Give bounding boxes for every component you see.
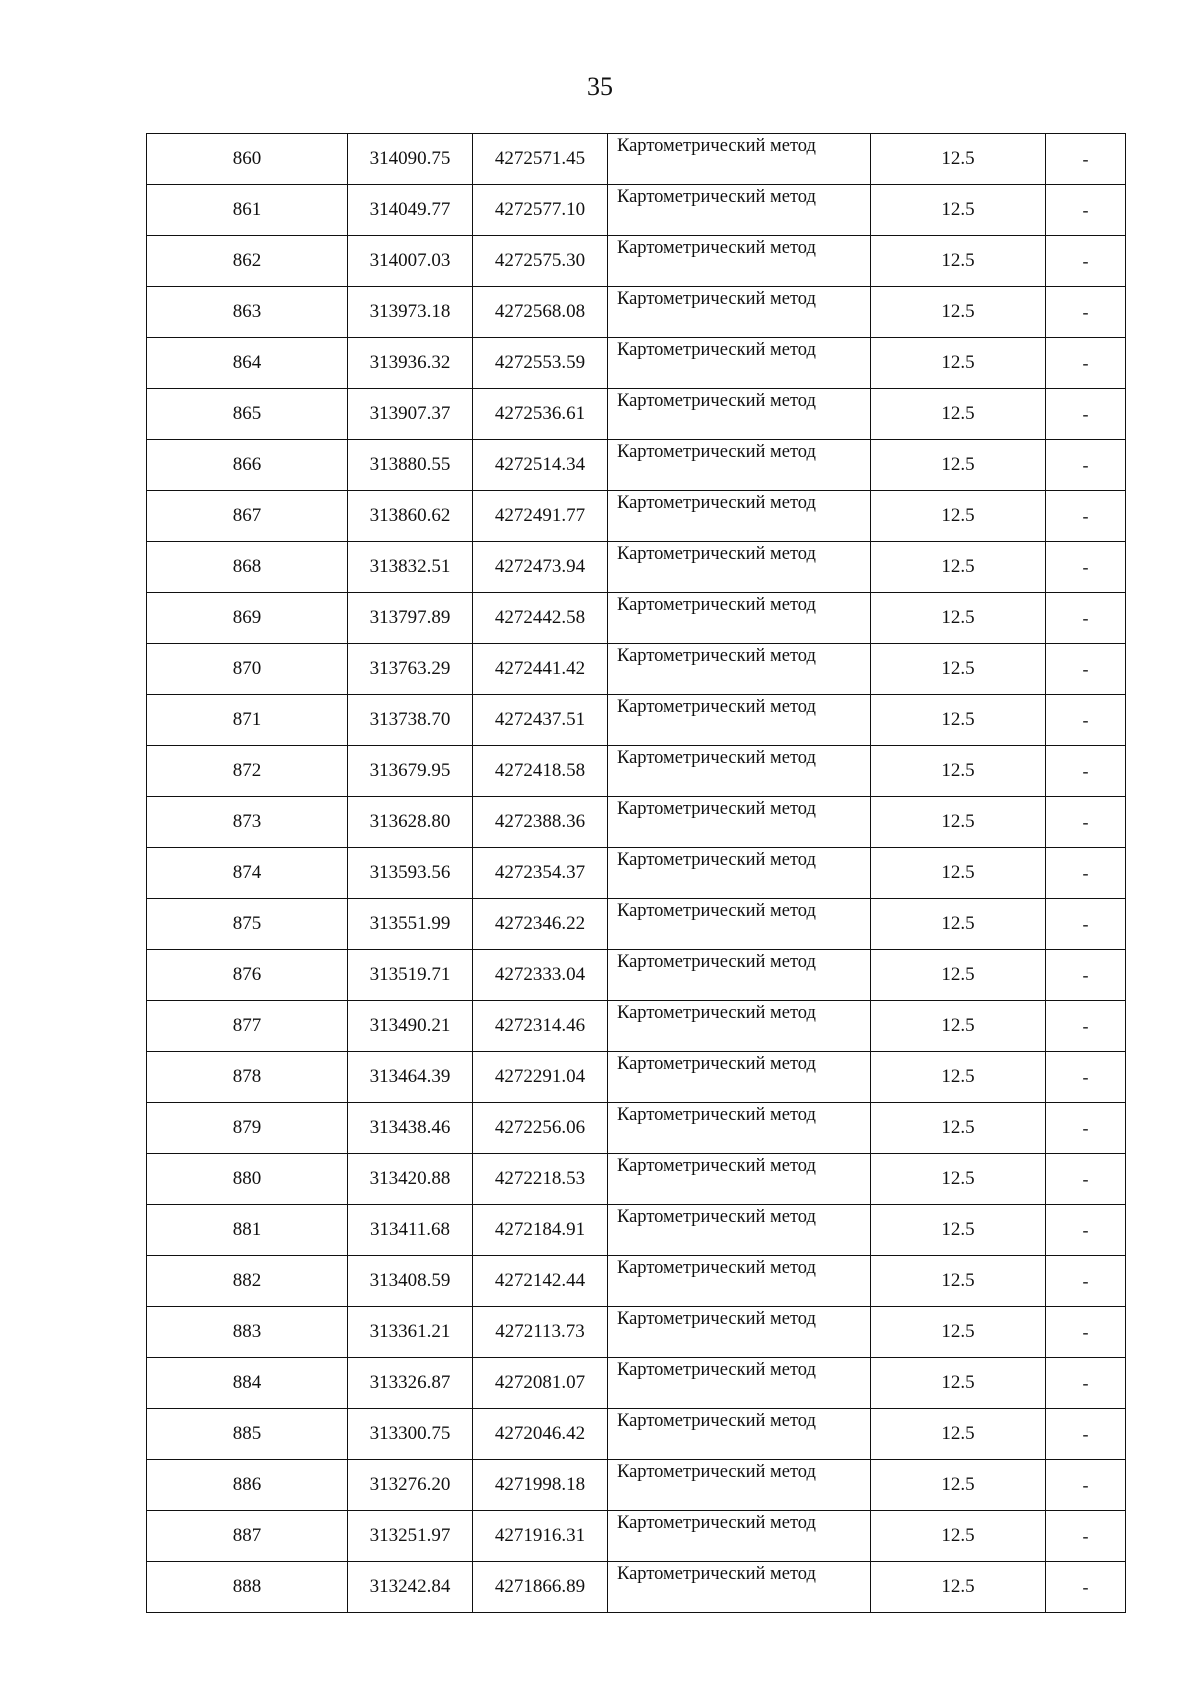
x-coordinate-cell: 313551.99 [348, 899, 473, 950]
x-coordinate-cell: 313242.84 [348, 1562, 473, 1613]
method-cell: Картометрический метод [608, 644, 871, 695]
x-coordinate-cell: 313880.55 [348, 440, 473, 491]
method-cell: Картометрический метод [608, 185, 871, 236]
x-coordinate-cell: 313763.29 [348, 644, 473, 695]
point-number-cell: 877 [147, 1001, 348, 1052]
point-number-cell: 870 [147, 644, 348, 695]
x-coordinate-cell: 314007.03 [348, 236, 473, 287]
table-row [147, 1205, 1126, 1256]
note-cell: - [1046, 1307, 1126, 1358]
method-cell: Картометрический метод [608, 1103, 871, 1154]
accuracy-cell: 12.5 [871, 1307, 1046, 1358]
accuracy-cell: 12.5 [871, 593, 1046, 644]
point-number-cell: 864 [147, 338, 348, 389]
x-coordinate-cell: 313936.32 [348, 338, 473, 389]
point-number-cell: 885 [147, 1409, 348, 1460]
y-coordinate-cell: 4272441.42 [473, 644, 608, 695]
note-cell: - [1046, 593, 1126, 644]
y-coordinate-cell: 4272568.08 [473, 287, 608, 338]
x-coordinate-cell: 313490.21 [348, 1001, 473, 1052]
note-cell: - [1046, 185, 1126, 236]
point-number-cell: 861 [147, 185, 348, 236]
method-cell: Картометрический метод [608, 134, 871, 185]
method-cell: Картометрический метод [608, 1562, 871, 1613]
x-coordinate-cell: 313251.97 [348, 1511, 473, 1562]
accuracy-cell: 12.5 [871, 1052, 1046, 1103]
note-cell: - [1046, 542, 1126, 593]
point-number-cell: 881 [147, 1205, 348, 1256]
accuracy-cell: 12.5 [871, 440, 1046, 491]
method-cell: Картометрический метод [608, 1358, 871, 1409]
method-cell: Картометрический метод [608, 1511, 871, 1562]
method-cell: Картометрический метод [608, 695, 871, 746]
coordinates-table-body [147, 134, 1126, 1613]
x-coordinate-cell: 313438.46 [348, 1103, 473, 1154]
x-coordinate-cell: 313276.20 [348, 1460, 473, 1511]
accuracy-cell: 12.5 [871, 1358, 1046, 1409]
accuracy-cell: 12.5 [871, 287, 1046, 338]
method-cell: Картометрический метод [608, 1256, 871, 1307]
method-cell: Картометрический метод [608, 1307, 871, 1358]
method-cell: Картометрический метод [608, 899, 871, 950]
note-cell: - [1046, 491, 1126, 542]
x-coordinate-cell: 313408.59 [348, 1256, 473, 1307]
y-coordinate-cell: 4272575.30 [473, 236, 608, 287]
x-coordinate-cell: 314090.75 [348, 134, 473, 185]
y-coordinate-cell: 4272571.45 [473, 134, 608, 185]
y-coordinate-cell: 4272113.73 [473, 1307, 608, 1358]
accuracy-cell: 12.5 [871, 1409, 1046, 1460]
y-coordinate-cell: 4272536.61 [473, 389, 608, 440]
point-number-cell: 871 [147, 695, 348, 746]
table-row [147, 542, 1126, 593]
table-row [147, 338, 1126, 389]
accuracy-cell: 12.5 [871, 1154, 1046, 1205]
accuracy-cell: 12.5 [871, 950, 1046, 1001]
table-row [147, 236, 1126, 287]
page-number: 35 [587, 72, 613, 101]
y-coordinate-cell: 4272046.42 [473, 1409, 608, 1460]
y-coordinate-cell: 4272354.37 [473, 848, 608, 899]
x-coordinate-cell: 313420.88 [348, 1154, 473, 1205]
method-cell: Картометрический метод [608, 593, 871, 644]
accuracy-cell: 12.5 [871, 644, 1046, 695]
point-number-cell: 868 [147, 542, 348, 593]
method-cell: Картометрический метод [608, 1460, 871, 1511]
note-cell: - [1046, 1052, 1126, 1103]
y-coordinate-cell: 4272256.06 [473, 1103, 608, 1154]
note-cell: - [1046, 1460, 1126, 1511]
point-number-cell: 872 [147, 746, 348, 797]
accuracy-cell: 12.5 [871, 134, 1046, 185]
accuracy-cell: 12.5 [871, 491, 1046, 542]
point-number-cell: 863 [147, 287, 348, 338]
note-cell: - [1046, 1409, 1126, 1460]
table-row [147, 1256, 1126, 1307]
table-row [147, 1511, 1126, 1562]
y-coordinate-cell: 4272514.34 [473, 440, 608, 491]
note-cell: - [1046, 899, 1126, 950]
note-cell: - [1046, 440, 1126, 491]
accuracy-cell: 12.5 [871, 1103, 1046, 1154]
y-coordinate-cell: 4271866.89 [473, 1562, 608, 1613]
note-cell: - [1046, 1154, 1126, 1205]
method-cell: Картометрический метод [608, 950, 871, 1001]
method-cell: Картометрический метод [608, 491, 871, 542]
method-cell: Картометрический метод [608, 1154, 871, 1205]
y-coordinate-cell: 4272437.51 [473, 695, 608, 746]
accuracy-cell: 12.5 [871, 1001, 1046, 1052]
accuracy-cell: 12.5 [871, 695, 1046, 746]
table-row [147, 1052, 1126, 1103]
point-number-cell: 876 [147, 950, 348, 1001]
x-coordinate-cell: 313326.87 [348, 1358, 473, 1409]
accuracy-cell: 12.5 [871, 1511, 1046, 1562]
accuracy-cell: 12.5 [871, 185, 1046, 236]
note-cell: - [1046, 1205, 1126, 1256]
x-coordinate-cell: 313679.95 [348, 746, 473, 797]
y-coordinate-cell: 4271998.18 [473, 1460, 608, 1511]
note-cell: - [1046, 1511, 1126, 1562]
x-coordinate-cell: 313832.51 [348, 542, 473, 593]
method-cell: Картометрический метод [608, 236, 871, 287]
coordinates-table [146, 133, 1126, 1613]
table-row [147, 185, 1126, 236]
y-coordinate-cell: 4272142.44 [473, 1256, 608, 1307]
note-cell: - [1046, 797, 1126, 848]
note-cell: - [1046, 338, 1126, 389]
accuracy-cell: 12.5 [871, 746, 1046, 797]
point-number-cell: 883 [147, 1307, 348, 1358]
note-cell: - [1046, 1103, 1126, 1154]
method-cell: Картометрический метод [608, 1409, 871, 1460]
method-cell: Картометрический метод [608, 1001, 871, 1052]
point-number-cell: 878 [147, 1052, 348, 1103]
table-row [147, 695, 1126, 746]
table-row [147, 1358, 1126, 1409]
method-cell: Картометрический метод [608, 542, 871, 593]
point-number-cell: 880 [147, 1154, 348, 1205]
x-coordinate-cell: 313628.80 [348, 797, 473, 848]
table-row [147, 593, 1126, 644]
note-cell: - [1046, 134, 1126, 185]
point-number-cell: 884 [147, 1358, 348, 1409]
x-coordinate-cell: 313738.70 [348, 695, 473, 746]
x-coordinate-cell: 313797.89 [348, 593, 473, 644]
x-coordinate-cell: 313361.21 [348, 1307, 473, 1358]
method-cell: Картометрический метод [608, 746, 871, 797]
x-coordinate-cell: 313593.56 [348, 848, 473, 899]
note-cell: - [1046, 389, 1126, 440]
table-row [147, 848, 1126, 899]
table-row [147, 389, 1126, 440]
note-cell: - [1046, 1001, 1126, 1052]
accuracy-cell: 12.5 [871, 899, 1046, 950]
note-cell: - [1046, 1256, 1126, 1307]
table-row [147, 1001, 1126, 1052]
y-coordinate-cell: 4272333.04 [473, 950, 608, 1001]
point-number-cell: 869 [147, 593, 348, 644]
point-number-cell: 874 [147, 848, 348, 899]
note-cell: - [1046, 746, 1126, 797]
accuracy-cell: 12.5 [871, 1460, 1046, 1511]
note-cell: - [1046, 950, 1126, 1001]
point-number-cell: 882 [147, 1256, 348, 1307]
table-row [147, 491, 1126, 542]
method-cell: Картометрический метод [608, 1205, 871, 1256]
y-coordinate-cell: 4272388.36 [473, 797, 608, 848]
accuracy-cell: 12.5 [871, 542, 1046, 593]
note-cell: - [1046, 695, 1126, 746]
method-cell: Картометрический метод [608, 338, 871, 389]
table-row [147, 1103, 1126, 1154]
table-row [147, 797, 1126, 848]
y-coordinate-cell: 4272418.58 [473, 746, 608, 797]
method-cell: Картометрический метод [608, 440, 871, 491]
accuracy-cell: 12.5 [871, 236, 1046, 287]
point-number-cell: 879 [147, 1103, 348, 1154]
y-coordinate-cell: 4272577.10 [473, 185, 608, 236]
point-number-cell: 867 [147, 491, 348, 542]
table-row [147, 440, 1126, 491]
accuracy-cell: 12.5 [871, 1205, 1046, 1256]
y-coordinate-cell: 4272081.07 [473, 1358, 608, 1409]
method-cell: Картометрический метод [608, 797, 871, 848]
x-coordinate-cell: 313300.75 [348, 1409, 473, 1460]
note-cell: - [1046, 1358, 1126, 1409]
method-cell: Картометрический метод [608, 287, 871, 338]
y-coordinate-cell: 4272553.59 [473, 338, 608, 389]
y-coordinate-cell: 4271916.31 [473, 1511, 608, 1562]
y-coordinate-cell: 4272218.53 [473, 1154, 608, 1205]
note-cell: - [1046, 236, 1126, 287]
table-row [147, 1154, 1126, 1205]
table-row [147, 746, 1126, 797]
accuracy-cell: 12.5 [871, 797, 1046, 848]
x-coordinate-cell: 313464.39 [348, 1052, 473, 1103]
y-coordinate-cell: 4272442.58 [473, 593, 608, 644]
note-cell: - [1046, 287, 1126, 338]
note-cell: - [1046, 1562, 1126, 1613]
accuracy-cell: 12.5 [871, 338, 1046, 389]
table-row [147, 1562, 1126, 1613]
point-number-cell: 873 [147, 797, 348, 848]
table-row [147, 1460, 1126, 1511]
y-coordinate-cell: 4272291.04 [473, 1052, 608, 1103]
point-number-cell: 875 [147, 899, 348, 950]
point-number-cell: 886 [147, 1460, 348, 1511]
method-cell: Картометрический метод [608, 848, 871, 899]
x-coordinate-cell: 313860.62 [348, 491, 473, 542]
y-coordinate-cell: 4272346.22 [473, 899, 608, 950]
point-number-cell: 866 [147, 440, 348, 491]
y-coordinate-cell: 4272184.91 [473, 1205, 608, 1256]
accuracy-cell: 12.5 [871, 1256, 1046, 1307]
accuracy-cell: 12.5 [871, 848, 1046, 899]
x-coordinate-cell: 313907.37 [348, 389, 473, 440]
accuracy-cell: 12.5 [871, 389, 1046, 440]
point-number-cell: 887 [147, 1511, 348, 1562]
table-row [147, 287, 1126, 338]
point-number-cell: 865 [147, 389, 348, 440]
x-coordinate-cell: 313411.68 [348, 1205, 473, 1256]
table-row [147, 1307, 1126, 1358]
accuracy-cell: 12.5 [871, 1562, 1046, 1613]
method-cell: Картометрический метод [608, 1052, 871, 1103]
note-cell: - [1046, 848, 1126, 899]
table-row [147, 1409, 1126, 1460]
x-coordinate-cell: 313973.18 [348, 287, 473, 338]
table-row [147, 950, 1126, 1001]
x-coordinate-cell: 314049.77 [348, 185, 473, 236]
table-row [147, 899, 1126, 950]
point-number-cell: 860 [147, 134, 348, 185]
point-number-cell: 862 [147, 236, 348, 287]
y-coordinate-cell: 4272473.94 [473, 542, 608, 593]
x-coordinate-cell: 313519.71 [348, 950, 473, 1001]
y-coordinate-cell: 4272491.77 [473, 491, 608, 542]
y-coordinate-cell: 4272314.46 [473, 1001, 608, 1052]
table-row [147, 134, 1126, 185]
point-number-cell: 888 [147, 1562, 348, 1613]
table-row [147, 644, 1126, 695]
note-cell: - [1046, 644, 1126, 695]
method-cell: Картометрический метод [608, 389, 871, 440]
